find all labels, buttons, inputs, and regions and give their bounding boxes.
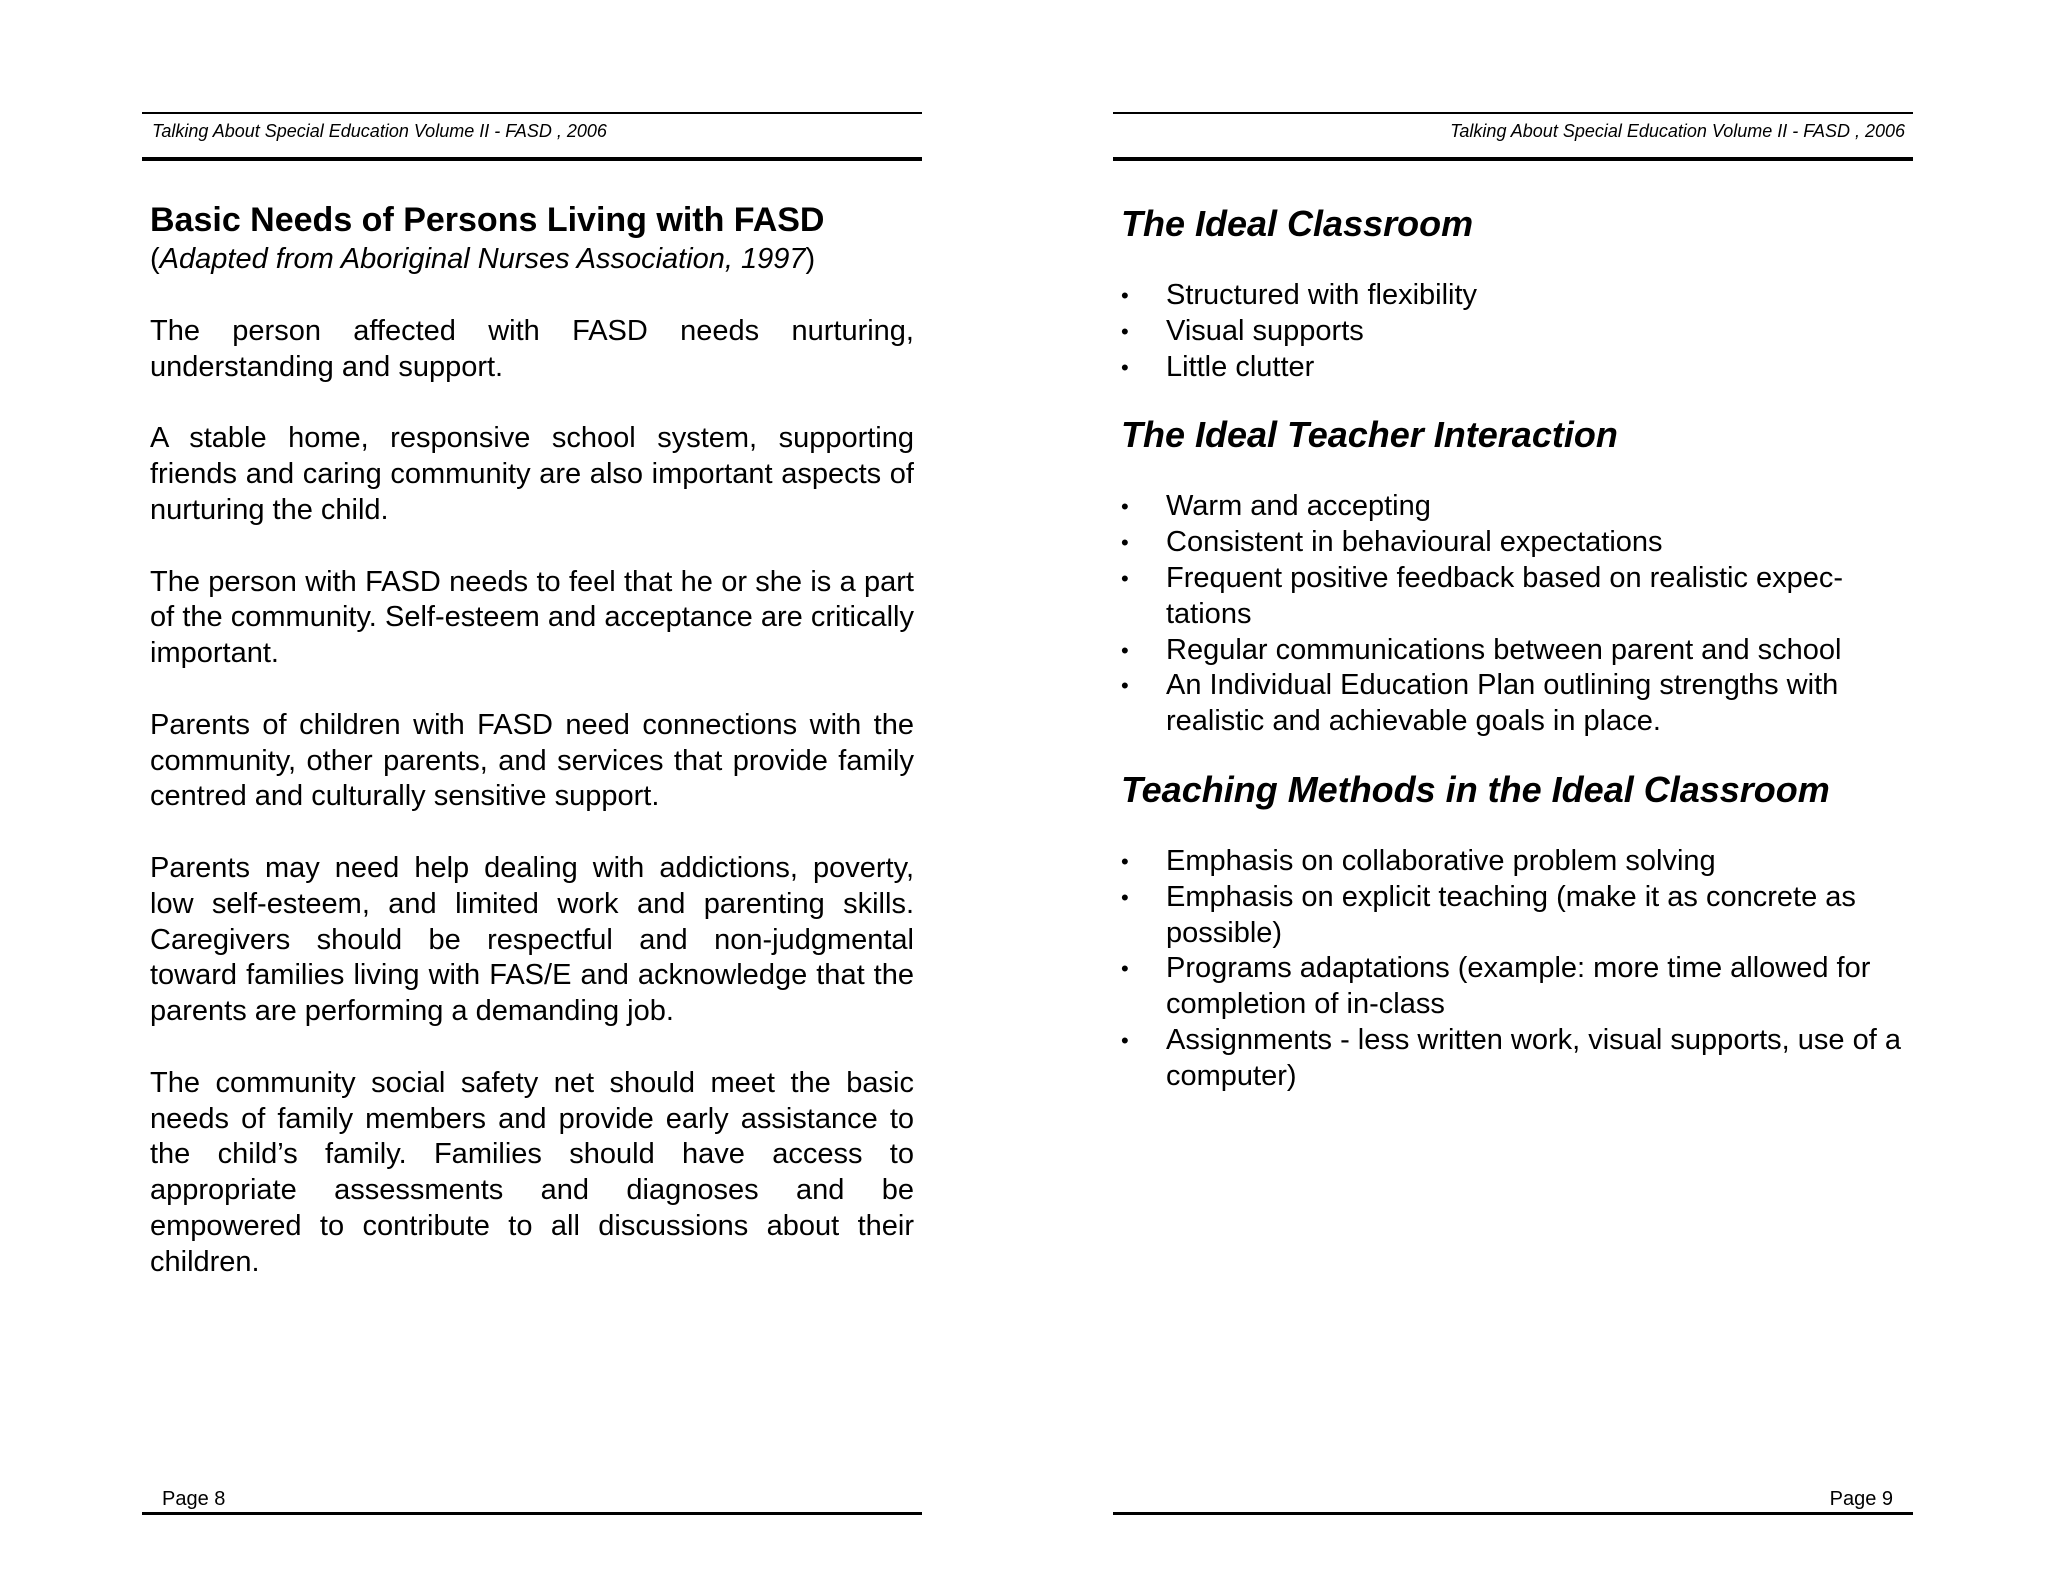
list-item (1121, 880, 1911, 952)
list-item-text: Emphasis on explicit teaching (make it as concrete as possible) (1166, 880, 1856, 949)
list-item-text: Frequent positive feedback based on realistic expec-tations (1166, 561, 1844, 630)
list-item-text: Consistent in behavioural expectations (1166, 526, 1663, 559)
page-number: Page 9 (1829, 1488, 1893, 1510)
left-page-body (150, 200, 914, 1316)
bullet-icon: • (1121, 494, 1129, 520)
page-title: Basic Needs of Persons Living with FASD (150, 201, 825, 239)
footer-rule (142, 1512, 922, 1515)
header-rule-top (1113, 112, 1913, 114)
header-rule-top (142, 112, 922, 114)
list-item-text: An Individual Education Plan outlining strengths with realistic and achievable goals in place. (1166, 669, 1839, 738)
list-item-text: Regular communications between parent and school (1166, 633, 1842, 666)
header-rule-bottom (142, 157, 922, 161)
bullet-list (1121, 278, 1911, 385)
list-item (1121, 525, 1911, 561)
bullet-icon: • (1121, 673, 1129, 699)
page-subtitle (150, 240, 914, 278)
list-item (1121, 350, 1911, 386)
paragraph: Parents of children with FASD need connections with the community, other parents, and services that provide family centred and culturally sensitive support. (150, 708, 914, 813)
subtitle-source: Adapted from Aboriginal Nurses Association, 1997 (159, 243, 806, 275)
bullet-list (1121, 844, 1911, 1095)
section-heading: Teaching Methods in the Ideal Classroom (1121, 768, 1830, 810)
bullet-icon: • (1121, 848, 1129, 874)
list-item (1121, 668, 1911, 740)
list-item (1121, 278, 1911, 314)
section-heading: The Ideal Classroom (1121, 203, 1474, 244)
bullet-icon: • (1121, 565, 1129, 591)
left-page (142, 0, 922, 1582)
list-item (1121, 951, 1911, 1023)
bullet-icon: • (1121, 530, 1129, 556)
list-item (1121, 489, 1911, 525)
list-item-text: Programs adaptations (example: more time allowed for completion of in-class (1166, 952, 1871, 1021)
list-item (1121, 1023, 1911, 1095)
section-heading: The Ideal Teacher Interaction (1121, 414, 1618, 456)
paragraph: The community social safety net should meet the basic needs of family members and provide early assistance to the child’s family. Families should have access to appropriate assessments and diagnoses and be empowered to contribute to all discussions about their children. (150, 1066, 914, 1278)
list-item-text: Warm and accepting (1166, 490, 1431, 523)
paragraph: A stable home, responsive school system, supporting friends and caring community are also important aspects of nurturing the child. (150, 422, 914, 526)
list-item-text: Structured with flexibility (1166, 279, 1478, 311)
right-page-body (1121, 202, 1911, 1123)
subtitle-close-paren: ) (805, 243, 816, 275)
running-header: Talking About Special Education Volume II - FASD , 2006 (152, 121, 607, 141)
bullet-icon: • (1121, 318, 1129, 344)
list-item-text: Assignments - less written work, visual supports, use of a computer) (1166, 1023, 1901, 1092)
list-item (1121, 561, 1911, 633)
right-page (1113, 0, 1913, 1582)
list-item-text: Little clutter (1166, 350, 1315, 383)
paragraph: The person with FASD needs to feel that he or she is a part of the community. Self-esteem and acceptance are critically important. (150, 565, 914, 670)
header-rule-bottom (1113, 157, 1913, 161)
running-header: Talking About Special Education Volume II - FASD , 2006 (1450, 121, 1905, 141)
bullet-list (1121, 489, 1911, 740)
list-item (1121, 314, 1911, 350)
paragraph: The person affected with FASD needs nurturing, understanding and support. (150, 315, 914, 383)
bullet-icon: • (1121, 354, 1129, 380)
footer-rule (1113, 1512, 1913, 1515)
list-item (1121, 633, 1911, 669)
bullet-icon: • (1121, 956, 1129, 982)
list-item-text: Visual supports (1166, 314, 1364, 347)
list-item (1121, 844, 1911, 880)
subtitle-open-paren: ( (150, 243, 160, 275)
bullet-icon: • (1121, 884, 1129, 910)
bullet-icon: • (1121, 637, 1129, 663)
bullet-icon: • (1121, 283, 1129, 308)
list-item-text: Emphasis on collaborative problem solving (1166, 844, 1716, 877)
paragraph: Parents may need help dealing with addictions, poverty, low self-esteem, and limited work and parenting skills. Caregivers should be respectful and non-judgmental toward families living with FAS/E and acknowledge that the parents are performing a demanding job. (150, 851, 914, 1028)
bullet-icon: • (1121, 1027, 1129, 1053)
page-number: Page 8 (162, 1488, 226, 1510)
